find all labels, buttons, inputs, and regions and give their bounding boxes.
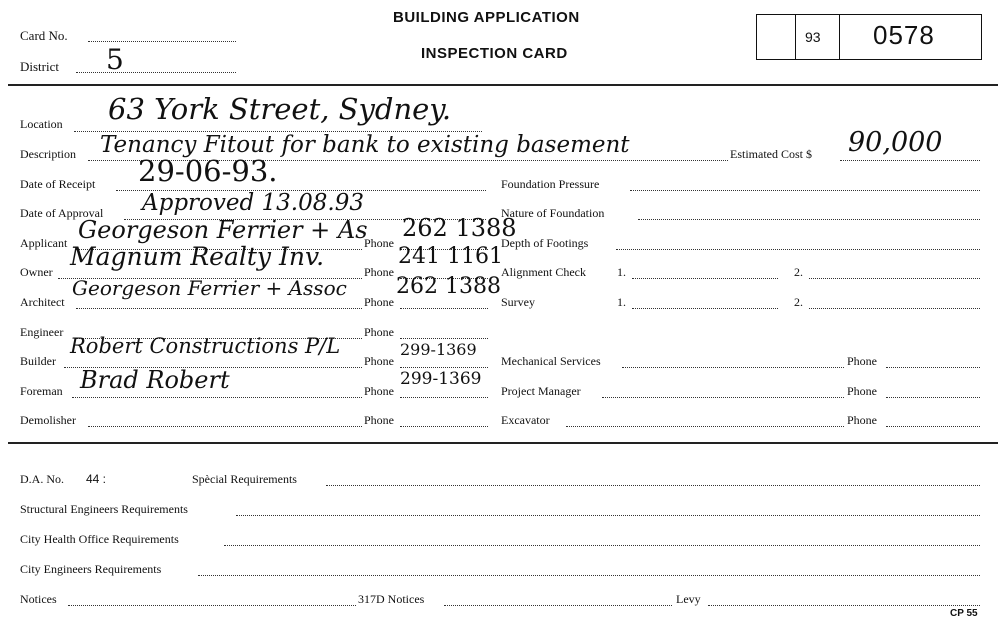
date-of-approval-value: Approved 13.08.93: [142, 190, 364, 216]
form-title-line1: BUILDING APPLICATION: [393, 9, 580, 26]
architect-value: Georgeson Ferrier + Assoc: [72, 276, 347, 300]
form-title-line2: INSPECTION CARD: [421, 45, 568, 62]
estimated-cost-label: Estimated Cost $: [730, 147, 812, 161]
engineer-label: Engineer: [20, 325, 64, 339]
nature-of-foundation-label: Nature of Foundation: [501, 206, 605, 220]
district-label: District: [20, 59, 59, 74]
special-requirements-field[interactable]: [326, 485, 980, 486]
excavator-phone-label: Phone: [847, 413, 877, 427]
alignment-check-1-field[interactable]: [632, 278, 778, 279]
footer-divider: [8, 442, 998, 444]
applicant-label: Applicant: [20, 236, 68, 250]
card-number-box: [756, 14, 982, 60]
foreman-phone-field[interactable]: [400, 397, 488, 398]
alignment-check-1-label: 1.: [617, 265, 626, 279]
excavator-phone-field[interactable]: [886, 426, 980, 427]
notices-field[interactable]: [68, 605, 356, 606]
levy-label: Levy: [676, 592, 701, 606]
city-health-office-label: City Health Office Requirements: [20, 532, 179, 546]
structural-engineers-label: Structural Engineers Requirements: [20, 502, 188, 516]
mechanical-phone-label: Phone: [847, 354, 877, 368]
city-health-office-field[interactable]: [224, 545, 980, 546]
description-value: Tenancy Fitout for bank to existing basement: [100, 132, 630, 158]
mechanical-phone-field[interactable]: [886, 367, 980, 368]
project-manager-field[interactable]: [602, 397, 844, 398]
architect-label: Architect: [20, 295, 65, 309]
applicant-phone-label: Phone: [364, 236, 394, 250]
owner-value: Magnum Realty Inv.: [70, 242, 325, 271]
foreman-label: Foreman: [20, 384, 63, 398]
estimated-cost-value: 90,000: [848, 127, 943, 158]
location-label: Location: [20, 117, 63, 131]
da-no-label: D.A. No.: [20, 472, 64, 486]
foundation-pressure-label: Foundation Pressure: [501, 177, 600, 191]
card-box-year: 93: [805, 29, 821, 45]
foundation-pressure-field[interactable]: [630, 190, 980, 191]
applicant-phone-value: 262 1388: [402, 214, 517, 242]
builder-phone-value: 299-1369: [400, 340, 477, 359]
structural-engineers-field[interactable]: [236, 515, 980, 516]
city-engineers-label: City Engineers Requirements: [20, 562, 162, 576]
demolisher-phone-label: Phone: [364, 413, 394, 427]
location-value: 63 York Street, Sydney.: [108, 92, 452, 126]
estimated-cost-field[interactable]: [840, 160, 980, 161]
demolisher-field[interactable]: [88, 426, 362, 427]
da-no-value: 44 :: [86, 472, 107, 486]
survey-2-field[interactable]: [809, 308, 980, 309]
builder-value: Robert Constructions P/L: [70, 334, 341, 358]
depth-of-footings-field[interactable]: [616, 249, 980, 250]
foreman-value: Brad Robert: [80, 366, 230, 394]
card-no-field[interactable]: [88, 41, 236, 42]
alignment-check-2-field[interactable]: [809, 278, 980, 279]
owner-label: Owner: [20, 265, 53, 279]
owner-phone-label: Phone: [364, 265, 394, 279]
description-label: Description: [20, 147, 76, 161]
form-code: CP 55: [950, 608, 978, 619]
mechanical-services-label: Mechanical Services: [501, 354, 601, 368]
foreman-field[interactable]: [72, 397, 362, 398]
demolisher-label: Demolisher: [20, 413, 76, 427]
owner-phone-value: 241 1161: [398, 244, 503, 269]
builder-phone-field[interactable]: [400, 367, 488, 368]
excavator-label: Excavator: [501, 413, 550, 427]
mechanical-services-field[interactable]: [622, 367, 844, 368]
depth-of-footings-label: Depth of Footings: [501, 236, 589, 250]
district-field[interactable]: [76, 72, 236, 73]
card-no-label: Card No.: [20, 28, 68, 43]
notices-317d-label: 317D Notices: [358, 592, 425, 606]
city-engineers-field[interactable]: [198, 575, 980, 576]
builder-phone-label: Phone: [364, 354, 394, 368]
card-box-number: 0578: [873, 20, 935, 50]
foreman-phone-value: 299-1369: [400, 369, 482, 389]
survey-1-field[interactable]: [632, 308, 778, 309]
engineer-phone-field[interactable]: [400, 338, 488, 339]
foreman-phone-label: Phone: [364, 384, 394, 398]
survey-label: Survey: [501, 295, 535, 309]
nature-of-foundation-field[interactable]: [638, 219, 980, 220]
date-of-receipt-label: Date of Receipt: [20, 177, 96, 191]
survey-1-label: 1.: [617, 295, 626, 309]
excavator-field[interactable]: [566, 426, 844, 427]
notices-label: Notices: [20, 592, 57, 606]
architect-phone-field[interactable]: [400, 308, 488, 309]
date-of-approval-label: Date of Approval: [20, 206, 104, 220]
alignment-check-2-label: 2.: [794, 265, 803, 279]
applicant-value: Georgeson Ferrier + As: [78, 216, 368, 244]
engineer-phone-label: Phone: [364, 325, 394, 339]
demolisher-phone-field[interactable]: [400, 426, 488, 427]
architect-phone-value: 262 1388: [396, 274, 501, 299]
date-of-receipt-value: 29-06-93.: [138, 154, 278, 188]
project-manager-phone-field[interactable]: [886, 397, 980, 398]
notices-317d-field[interactable]: [444, 605, 672, 606]
builder-label: Builder: [20, 354, 56, 368]
levy-field[interactable]: [708, 605, 980, 606]
header-divider: [8, 84, 998, 86]
architect-field[interactable]: [76, 308, 362, 309]
special-requirements-label: Spècial Requirements: [192, 472, 297, 486]
survey-2-label: 2.: [794, 295, 803, 309]
project-manager-phone-label: Phone: [847, 384, 877, 398]
project-manager-label: Project Manager: [501, 384, 581, 398]
district-value: 5: [106, 43, 124, 76]
architect-phone-label: Phone: [364, 295, 394, 309]
alignment-check-label: Alignment Check: [501, 265, 586, 279]
